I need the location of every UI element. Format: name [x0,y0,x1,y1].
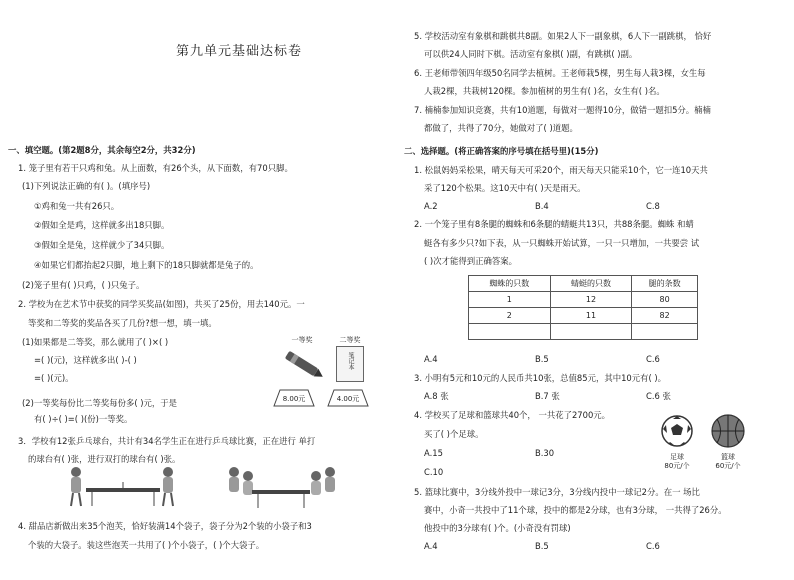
c3-option-a: A.8 张 [424,391,449,401]
q5-line-2: 可以供24人同时下棋。活动室有象棋( )副，有跳棋( )副。 [424,49,638,59]
basketball-label: 篮球 [721,453,735,461]
q4-line-2: 个装的大袋子。装这些泡芙一共用了( )个小袋子，( )个大袋子。 [28,540,265,550]
table-header: 蜘蛛的只数 [469,276,551,292]
q2-part2-b: 有( )÷( )=( )(份)一等奖。 [34,414,133,424]
football-label: 足球 [670,453,684,461]
football-price: 80元/个 [664,462,690,470]
c3-option-c: C.6 张 [646,391,671,401]
table-header: 腿的条数 [632,276,698,292]
table-cell: 11 [550,308,632,324]
c5-line-3: 他投中的3分球有( )个。(小奇没有罚球) [424,523,571,533]
q2-part1-a: (1)如果都是二等奖，那么就用了( )×( ) [22,337,169,347]
q1-part1: (1)下列说法正确的有( )。(填序号) [22,181,151,191]
section-1-heading: 一、填空题。(第2题8分，其余每空2分，共32分) [8,145,196,155]
q1-option-4: ④如果它们都抬起2只脚，地上剩下的18只脚就都是兔子的。 [34,260,259,270]
q1-option-3: ③假如全是兔，这样就少了34只脚。 [34,240,170,250]
q1-option-1: ①鸡和兔一共有26只。 [34,201,120,211]
table-cell: 1 [469,292,551,308]
section-2-heading: 二、选择题。(将正确答案的序号填在括号里)(15分) [404,146,599,156]
doubles-table-illustration [222,462,342,510]
c4-option-c: C.10 [424,467,444,477]
q3-line-1: 3．学校有12张乒乓球台，共计有34名学生正在进行乒乓球比赛，正在进行 单打 [18,436,316,446]
q6-line-2: 人栽2棵，共栽树120棵。参加植树的男生有( )名，女生有( )名。 [424,86,665,96]
q2-part2-a: (2)一等奖每份比二等奖每份多( )元，于是 [22,398,178,408]
table-row [469,292,698,308]
q4-line-1: 4. 甜品店新做出来35个泡芙，恰好装满14个袋子，袋子分为2个装的小袋子和3 [18,521,312,531]
q6-line-1: 6. 王老师带领四年级50名同学去植树。王老师栽5棵，男生每人栽3棵，女生每 [414,68,706,78]
c2-line-2: 蜓各有多少只?如下表，从一只蜘蛛开始试算，一只一只增加，一共要尝 试 [424,238,700,248]
q1-option-2: ②假如全是鸡，这样就多出18只脚。 [34,220,170,230]
table-cell: 12 [550,292,632,308]
c5-option-c: C.6 [646,541,660,551]
c3-option-b: B.7 张 [535,391,560,401]
c4-option-a: A.15 [424,448,443,458]
basketball-price: 60元/个 [715,462,741,470]
basketball-icon [710,413,746,449]
q3-line-2: 的球台有( )张，进行双打的球台有( )张。 [28,454,181,464]
table-header: 蜻蜓的只数 [550,276,632,292]
c1-line-1: 1. 松鼠妈妈采松果，晴天每天可采20个，雨天每天只能采10个，它一连10天共 [414,165,708,175]
q2-line-1: 2. 学校为在艺术节中获奖的同学买奖品(如图)，共买了25份，用去140元。一 [18,299,305,309]
c1-option-a: A.2 [424,201,438,211]
table-cell [550,324,632,340]
q5-line-1: 5. 学校活动室有象棋和跳棋共8副。如果2人下一副象棋，6人下一副跳棋， 恰好 [414,31,712,41]
c2-line-1: 2. 一个笼子里有8条腿的蜘蛛和6条腿的蜻蜓共13只，共88条腿。蜘蛛 和蜻 [414,219,694,229]
notebook-illustration [336,346,364,382]
c5-option-b: B.5 [535,541,549,551]
c5-line-2: 赛中，小奇一共投中了11个球，投中的都是2分球，也有3分球， 一共得了26分。 [424,505,727,515]
prize-2-label: 二等奖 [339,336,361,344]
pen-illustration [278,345,328,385]
q1-part2: (2)笼子里有( )只鸡，( )只兔子。 [22,280,145,290]
page-title: 第九单元基础达标卷 [176,44,303,59]
c3-line-1: 3. 小明有5元和10元的人民币共10张，总值85元，其中10元有( )。 [414,373,667,383]
prize-1-label: 一等奖 [291,336,313,344]
prize-2-price: 4.00元 [336,395,360,403]
table-cell [469,324,551,340]
table-cell: 80 [632,292,698,308]
table-row [469,308,698,324]
notebook-text: 笔记本 [347,352,354,370]
c2-option-b: B.5 [535,354,549,364]
c4-option-b: B.30 [535,448,555,458]
c5-option-a: A.4 [424,541,438,551]
c5-line-1: 5. 篮球比赛中，3分线外投中一球记3分，3分线内投中一球记2分。在一 场比 [414,487,700,497]
prize-1-price: 8.00元 [282,395,306,403]
q2-line-2: 等奖和二等奖的奖品各买了几份?想一想，填一填。 [28,318,217,328]
q1-stem: 1. 笼子里有若干只鸡和兔。从上面数，有26个头，从下面数，有70只脚。 [18,163,293,173]
c1-option-b: B.4 [535,201,549,211]
q2-part1-b: =( )(元)，这样就多出( )-( ) [34,355,137,365]
c4-line-2: 买了( )个足球。 [424,429,484,439]
c1-option-c: C.8 [646,201,660,211]
table-row [469,324,698,340]
q2-part1-c: =( )(元)。 [34,373,74,383]
table-cell: 82 [632,308,698,324]
table-header-row [469,276,698,292]
football-icon [660,414,694,448]
q7-line-1: 7. 楠楠参加知识竞赛，共有10道题，每做对一题得10分，做错一题扣5分。楠楠 [414,105,711,115]
table-cell [632,324,698,340]
c1-line-2: 采了120个松果。这10天中有( )天是雨天。 [424,183,586,193]
trial-table [468,275,698,340]
c4-line-1: 4. 学校买了足球和篮球共40个， 一共花了2700元。 [414,410,611,420]
singles-table-illustration [62,464,182,510]
q7-line-2: 都做了，共得了70分，她做对了( )道题。 [424,123,578,133]
table-cell: 2 [469,308,551,324]
c2-line-3: ( )次才能得到正确答案。 [424,256,517,266]
c2-option-c: C.6 [646,354,660,364]
c2-option-a: A.4 [424,354,438,364]
